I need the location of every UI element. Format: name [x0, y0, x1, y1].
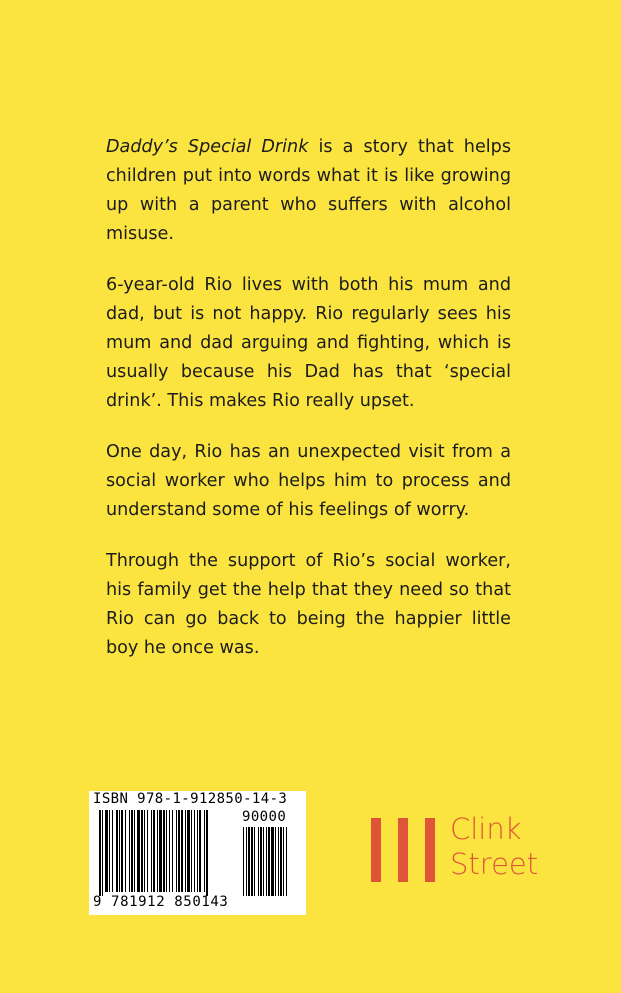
publisher-bars-icon	[371, 818, 439, 882]
publisher-name-line-1: Clink	[450, 812, 522, 846]
blurb-paragraph-4: Through the support of Rio’s social worker, his family get the help that they need so that Rio can go back to being the happier little boy he once was.	[106, 551, 511, 658]
publisher-logo	[371, 812, 551, 892]
back-cover-blurb	[106, 133, 511, 685]
barcode-digits: 9 781912 850143	[93, 894, 229, 910]
isbn-barcode	[89, 791, 306, 915]
isbn-label: ISBN 978-1-912850-14-3	[93, 791, 288, 807]
price-code: 90000	[242, 809, 287, 825]
blurb-paragraph-1-text: is a story that helps children put into words what it is like growing up with a parent who suffers with alcohol misuse.	[106, 137, 511, 244]
publisher-name	[450, 812, 538, 882]
publisher-name-line-2: Street	[450, 847, 539, 881]
blurb-paragraph-1	[106, 133, 511, 249]
book-title: Daddy’s Special Drink	[106, 137, 309, 157]
blurb-paragraph-3: One day, Rio has an unexpected visit from a social worker who helps him to process and understand some of his feelings of worry.	[106, 442, 511, 520]
blurb-paragraph-2: 6-year-old Rio lives with both his mum and dad, but is not happy. Rio regularly sees his mum and dad arguing and fighting, which is usually because his Dad has that ‘special drink’. This makes Rio really upset.	[106, 275, 511, 411]
